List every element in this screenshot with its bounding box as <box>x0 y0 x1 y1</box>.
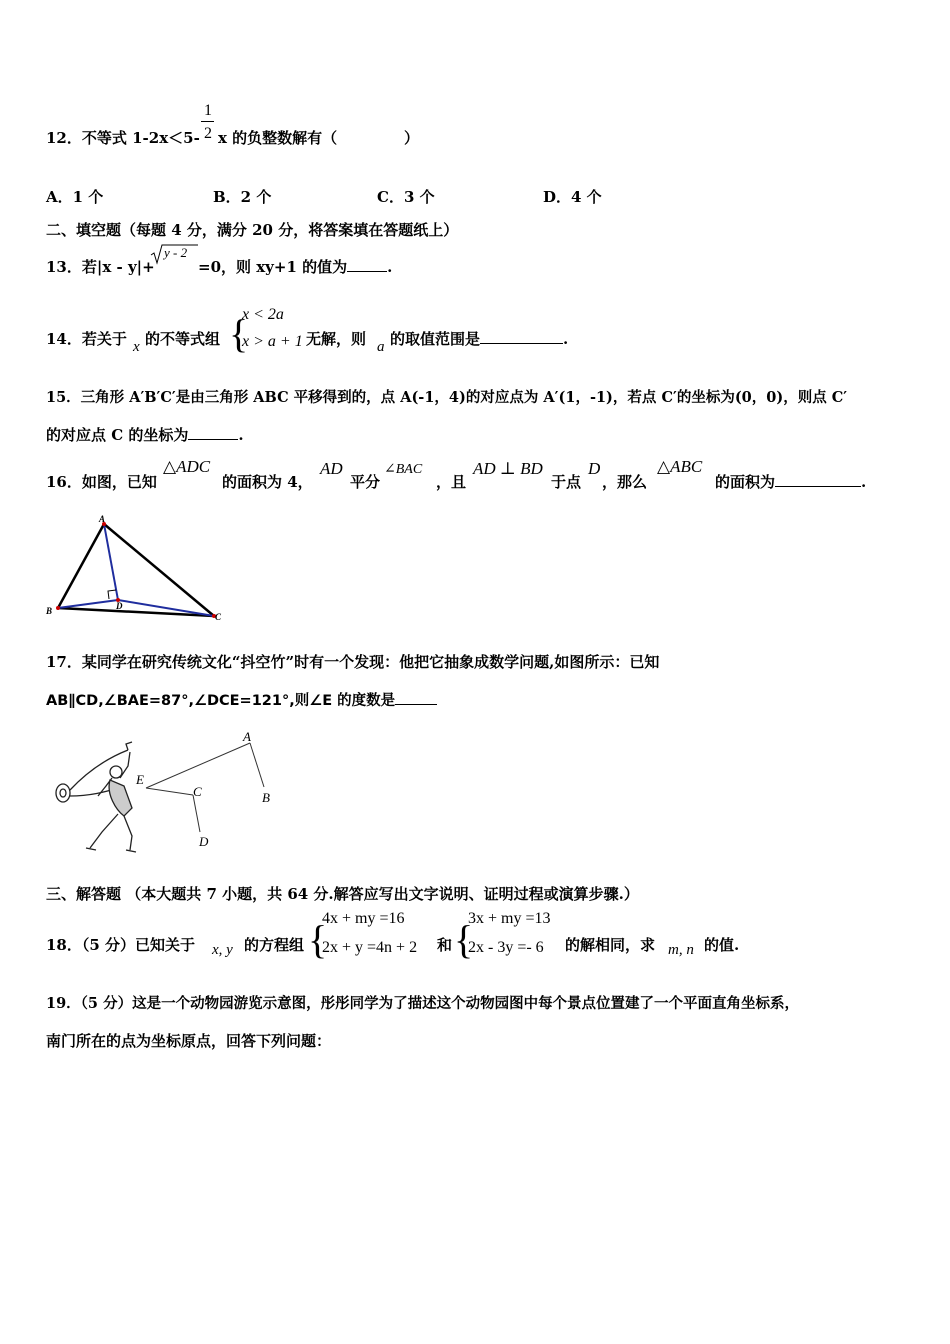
q16-text-b: 的面积为 4， <box>222 473 313 491</box>
q16-text-g: 的面积为 <box>715 473 776 491</box>
q12-frac-numerator: 1 <box>204 102 212 119</box>
q16-text-f: ，那么 <box>602 473 648 491</box>
q16-text-d: ，且 <box>436 473 467 491</box>
q18-brace-2: { <box>454 917 474 962</box>
q16-triangle-figure <box>44 512 229 624</box>
q13-text-a: 13．若|x - y|+ <box>46 258 155 276</box>
q16-text-g-line <box>715 472 866 492</box>
q16-math-triangle-adc: △ADC <box>163 457 211 476</box>
q16-text-a: 16．如图，已知 <box>46 473 157 491</box>
q17-line-2-text: AB∥CD,∠BAE=87°,∠DCE=121°,则∠E 的度数是 <box>46 693 396 709</box>
section2-heading: 二、填空题（每题 4 分，满分 20 分，将答案填在答题纸上） <box>46 221 459 239</box>
q13-text-b-line <box>198 257 392 277</box>
q14-text-a: 14．若关于 <box>46 330 127 348</box>
q12-frac-bar <box>201 121 214 122</box>
q17-label-b: B <box>262 790 270 805</box>
q18-system2-eq1: 3x + my =13 <box>468 910 551 927</box>
q16-math-triangle-abc: △ABC <box>657 457 703 476</box>
q18-brace-1: { <box>308 917 328 962</box>
q12-option-b[interactable]: B．2 个 <box>213 188 272 206</box>
q12-text-b: x 的负整数解有（ <box>218 129 338 147</box>
q17-geometry-lines <box>146 743 264 832</box>
q12-option-a[interactable]: A．1 个 <box>46 188 104 206</box>
q19-line-1: 19．（5 分）这是一个动物园游览示意图，彤彤同学为了描述这个动物园图中每个景点位置建了一个平面直角坐标系， <box>46 995 800 1012</box>
q16-point-b <box>56 606 60 610</box>
q16-math-d: D <box>588 459 601 478</box>
q17-label-c: C <box>193 784 202 799</box>
q13-sqrt-body: y - 2 <box>164 245 188 260</box>
q12-stem <box>46 128 200 148</box>
q16-side-ab <box>58 524 104 608</box>
q19-line-2: 南门所在的点为坐标原点，回答下列问题： <box>46 1032 332 1050</box>
section3-heading: 三、解答题 （本大题共 7 小题，共 64 分.解答应写出文字说明、证明过程或演算步骤.） <box>46 885 639 903</box>
q13-answer-blank[interactable] <box>347 257 387 272</box>
q18-text-d: 的解相同，求 <box>565 936 656 954</box>
q18-system1-eq1: 4x + my =16 <box>322 910 405 927</box>
q15-answer-blank[interactable] <box>188 425 238 440</box>
q17-person-drawing <box>56 742 136 852</box>
q14-brace: { <box>229 311 249 356</box>
q12-number: 12． <box>46 129 82 147</box>
q16-math-ad: AD <box>320 459 343 478</box>
q15-line-2-text: 的对应点 C 的坐标为 <box>46 426 189 444</box>
q16-label-c: C <box>215 612 222 622</box>
q14-ineq-2: x > a + 1 <box>242 333 303 350</box>
q17-diabolo-figure <box>50 724 290 859</box>
q18-text-b: 的方程组 <box>244 936 305 954</box>
q16-text-e: 于点 <box>551 473 582 491</box>
q14-text-b: 的不等式组 <box>145 330 221 348</box>
q17-line-2 <box>46 690 437 711</box>
q17-label-a: A <box>243 729 251 744</box>
q14-ineq-1: x < 2a <box>242 306 284 323</box>
q16-math-ad-perp-bd: AD ⊥ BD <box>473 459 543 478</box>
q16-math-angle-bac: ∠BAC <box>384 462 423 477</box>
q12-stem-cont <box>218 128 337 148</box>
q16-answer-blank[interactable] <box>775 472 861 487</box>
q16-segment-bd <box>58 600 118 608</box>
q12-frac-denominator: 2 <box>204 125 212 142</box>
q14-text-e: . <box>563 330 569 348</box>
q18-system2-eq2: 2x - 3y =- 6 <box>468 939 544 956</box>
q17-label-e: E <box>136 772 144 787</box>
q17-answer-blank[interactable] <box>395 690 437 705</box>
q16-text-c: 平分 <box>350 473 381 491</box>
q14-var-x: x <box>133 339 140 355</box>
q15-line-2 <box>46 425 244 445</box>
q14-text-d: 的取值范围是 <box>390 330 481 348</box>
q12-text-a: 不等式 1-2x＜5- <box>81 129 200 147</box>
q18-text-c: 和 <box>437 936 453 954</box>
q15-line-1: 15．三角形 A′B′C′是由三角形 ABC 平移得到的，点 A(-1，4)的对应点为 A′(1，-1)，若点 C′的坐标为(0，0)，则点 C′ <box>46 389 848 406</box>
q16-label-b: B <box>46 606 53 616</box>
q17-line-1: 17．某同学在研究传统文化“抖空竹”时有一个发现：他把它抽象成数学问题,如图所示：已知 <box>46 653 660 671</box>
q12-paren-close: ） <box>404 129 420 147</box>
q18-system1-eq2: 2x + y =4n + 2 <box>322 939 418 956</box>
q18-vars-mn: m, n <box>668 942 694 958</box>
q12-option-c[interactable]: C．3 个 <box>377 188 435 206</box>
q14-text-d-line <box>390 329 568 349</box>
q16-right-angle-mark <box>108 590 116 599</box>
q16-label-a: A <box>99 514 106 524</box>
q13-text-c: . <box>387 258 393 276</box>
q18-text-e: 的值. <box>704 936 740 954</box>
q15-line-2-end: . <box>238 426 244 444</box>
q13-text-b: =0，则 xy+1 的值为 <box>198 258 348 276</box>
q14-var-a: a <box>377 339 385 355</box>
q14-answer-blank[interactable] <box>480 329 563 344</box>
q18-vars-xy: x, y <box>212 942 233 958</box>
q16-text-h: . <box>861 473 867 491</box>
q17-label-d: D <box>199 834 209 849</box>
q16-label-d: D <box>116 601 123 611</box>
q12-option-d[interactable]: D．4 个 <box>543 188 602 206</box>
q18-text-a: 18．（5 分）已知关于 <box>46 936 196 954</box>
q14-text-c: 无解，则 <box>306 330 367 348</box>
